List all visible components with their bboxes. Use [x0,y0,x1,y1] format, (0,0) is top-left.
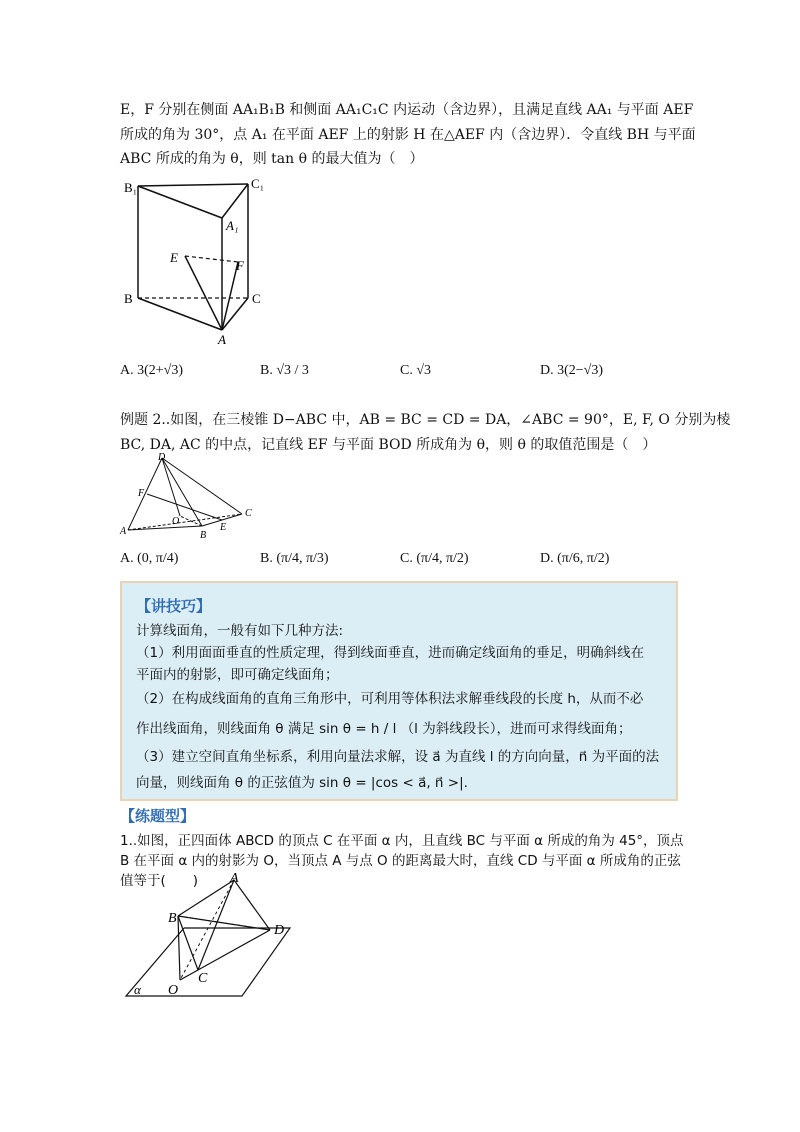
problem1-option-c: C. √3 [400,363,432,378]
label-C: C [245,508,252,519]
problem1-line1: E，F 分别在侧面 AA₁B₁B 和侧面 AA₁C₁C 内运动（含边界），且满足直线 AA₁ 与平面 AEF [120,102,694,118]
practice-line-2: B 在平面 α 内的射影为 O，当顶点 A 与点 O 的距离最大时，直线 CD 与平面 α 所成角的正弦 [120,853,681,869]
label-A: A [218,332,226,347]
plane-tetrahedron-figure [118,872,308,1002]
example2-option-d: D. (π/6, π/2) [540,551,610,566]
label-B: B [124,291,133,306]
tips-line-5: 作出线面角，则线面角 θ 满足 sin θ = h / l （l 为斜线段长），进而可求得线面角； [136,721,632,737]
practice-line-1: 1..如图，正四面体 ABCD 的顶点 C 在平面 α 内，且直线 BC 与平面 α 所成的角为 45°，顶点 [120,833,684,849]
label-O: O [172,516,180,527]
label-alpha: α [134,982,141,997]
example2-option-a: A. (0, π/4) [120,551,179,566]
label-F: F [236,258,244,273]
label-B: B [200,530,207,541]
label-E: E [170,250,178,265]
label-O: O [168,983,179,998]
practice-title: 【练题型】 [120,807,196,825]
example2-line1: 例题 2..如图，在三棱锥 D−ABC 中，AB = BC = CD = DA，∠ABC = 90°，E, F, O 分别为棱 [120,412,731,428]
label-E: E [220,522,227,533]
problem1-line2: 所成的角为 30°，点 A₁ 在平面 AEF 上的射影 H 在△AEF 内（含边界）．令直线 BH 与平面 [120,127,696,143]
tips-line-2: （1）利用面面垂直的性质定理，得到线面垂直，进而确定线面角的垂足，明确斜线在 [136,645,645,661]
problem1-option-b: B. √3 / 3 [260,363,309,378]
label-D: D [274,923,285,938]
tips-line-7: 向量，则线面角 θ 的正弦值为 sin θ = |cos < a⃗, n⃗ >|. [136,775,468,791]
label-C: C [198,971,208,986]
tips-line-4: （2）在构成线面角的直角三角形中，可利用等体积法求解垂线段的长度 h，从而不必 [136,691,644,707]
label-A: A [120,526,127,537]
example2-line2: BC, DA, AC 的中点，记直线 EF 与平面 BOD 所成角为 θ，则 θ 的取值范围是（ ） [120,437,657,453]
label-D: D [158,452,166,463]
label-B1: B₁ [124,180,138,195]
tips-line-6: （3）建立空间直角坐标系，利用向量法求解，设 a⃗ 为直线 l 的方向向量，n⃗ 为平面的法 [136,749,660,765]
label-A1: A₁ [226,218,239,233]
example2-option-c: C. (π/4, π/2) [400,551,469,566]
tips-box [120,581,678,801]
practice-line-3: 值等于( ) [120,873,199,889]
label-C1: C₁ [251,176,265,191]
problem1-line3: ABC 所成的角为 θ，则 tan θ 的最大值为（ ） [120,151,424,167]
prism-figure [110,170,280,350]
tetrahedron-figure [118,450,258,542]
label-B: B [168,911,177,926]
problem1-option-d: D. 3(2−√3) [540,363,604,378]
label-C: C [252,291,261,306]
tips-title: 【讲技巧】 [136,597,212,615]
example2-option-b: B. (π/4, π/3) [260,551,329,566]
label-A: A [230,872,239,886]
problem1-option-a: A. 3(2+√3) [120,363,184,378]
tips-line-1: 计算线面角，一般有如下几种方法: [136,623,344,639]
label-F: F [138,488,145,499]
tips-line-3: 平面内的射影，即可确定线面角； [136,667,339,683]
